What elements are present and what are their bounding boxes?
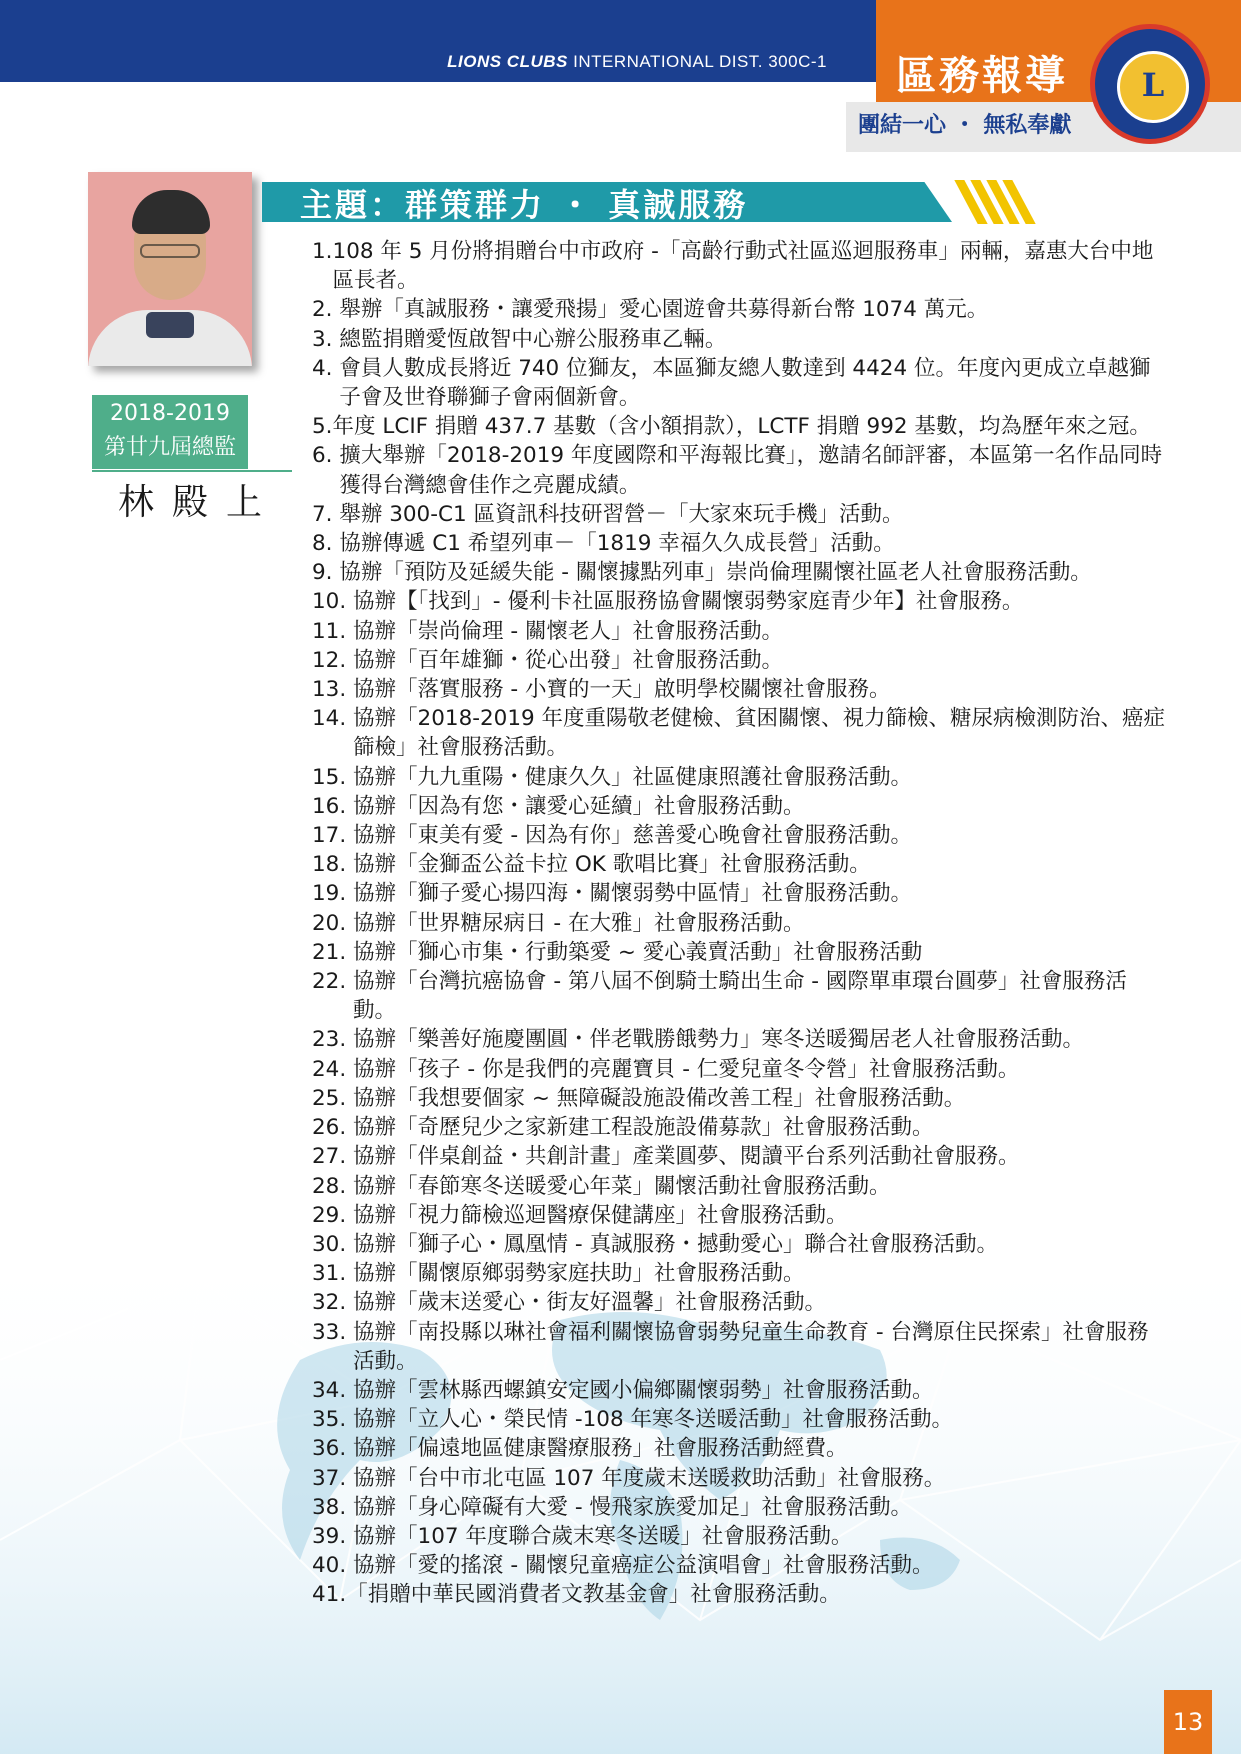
item-number: 13. (312, 677, 354, 703)
list-item (312, 763, 1168, 792)
item-text: 舉辦「真誠服務・讓愛飛揚」愛心園遊會共募得新台幣 1074 萬元。 (339, 297, 989, 323)
portrait-bowtie (146, 312, 194, 338)
leader-name: 林殿上 (118, 482, 281, 523)
item-text: 協辦「關懷原鄉弱勢家庭扶助」社會服務活動。 (353, 1261, 805, 1287)
item-number: 24. (312, 1056, 354, 1082)
list-item (312, 1172, 1168, 1201)
item-text: 108 年 5 月份將捐贈台中市政府 -「高齡行動式社區巡迴服務車」兩輛，嘉惠大台中地區長者。 (332, 239, 1154, 294)
item-text: 協辦「百年雄獅・從心出發」社會服務活動。 (353, 647, 784, 673)
item-number: 7. (312, 501, 340, 527)
item-text: 協辦「2018-2019 年度重陽敬老健檢、貧困關懷、視力篩檢、糖尿病檢測防治、癌症篩檢」社會服務活動。 (353, 706, 1166, 761)
list-item (312, 412, 1168, 441)
item-text: 協辦【「找到」- 優利卡社區服務協會關懷弱勢家庭青少年】社會服務。 (353, 589, 1024, 615)
item-text: 舉辦 300-C1 區資訊科技研習營－「大家來玩手機」活動。 (339, 501, 904, 527)
item-text: 協辦「我想要個家 ~ 無障礙設施設備改善工程」社會服務活動。 (353, 1085, 966, 1111)
item-number: 8. (312, 531, 340, 557)
list-item (312, 1551, 1168, 1580)
item-number: 34. (312, 1377, 354, 1403)
item-text: 協辦「107 年度聯合歲末寒冬送暖」社會服務活動。 (353, 1523, 853, 1549)
list-item (312, 704, 1168, 762)
district-name: INTERNATIONAL DIST. 300C-1 (567, 52, 827, 71)
item-number: 30. (312, 1231, 354, 1257)
item-number: 6. (312, 443, 340, 469)
item-number: 19. (312, 881, 354, 907)
list-item (312, 1113, 1168, 1142)
item-text: 協辦「愛的搖滾 - 關懷兒童癌症公益演唱會」社會服務活動。 (353, 1553, 934, 1579)
item-number: 41. (312, 1582, 347, 1608)
item-number: 28. (312, 1173, 354, 1199)
item-text: 年度 LCIF 捐贈 437.7 基數（含小額捐款），LCTF 捐贈 992 基數，均為歷年來之冠。 (332, 414, 1151, 440)
list-item (312, 646, 1168, 675)
list-item (312, 1580, 1168, 1609)
item-text: 協辦「九九重陽・健康久久」社區健康照護社會服務活動。 (353, 764, 913, 790)
list-item (312, 441, 1168, 499)
item-number: 22. (312, 969, 354, 995)
theme-title: 主題：群策群力 ・ 真誠服務 (300, 186, 749, 224)
item-text: 總監捐贈愛恆啟智中心辦公服務車乙輛。 (339, 326, 727, 352)
item-number: 20. (312, 910, 354, 936)
item-text: 協辦「預防及延緩失能 - 關懷據點列車」崇尚倫理關懷社區老人社會服務活動。 (339, 560, 1092, 586)
item-number: 14. (312, 706, 354, 732)
item-text: 協辦「獅子愛心揚四海・關懷弱勢中區情」社會服務活動。 (353, 881, 913, 907)
item-text: 協辦「落實服務 - 小寶的一天」啟明學校關懷社會服務。 (353, 677, 891, 703)
item-number: 29. (312, 1202, 354, 1228)
item-number: 35. (312, 1407, 354, 1433)
list-item (312, 967, 1168, 1025)
list-item (312, 1522, 1168, 1551)
item-text: 協辦「因為有您・讓愛心延續」社會服務活動。 (353, 793, 805, 819)
item-number: 1. (312, 239, 333, 264)
item-text: 協辦「崇尚倫理 - 關懷老人」社會服務活動。 (353, 618, 783, 644)
item-number: 11. (312, 618, 354, 644)
item-text: 「捐贈中華民國消費者文教基金會」社會服務活動。 (346, 1582, 841, 1608)
item-number: 31. (312, 1261, 354, 1287)
list-item (312, 909, 1168, 938)
term-title: 第廿九屆總監 (103, 435, 236, 460)
item-text: 協辦「偏遠地區健康醫療服務」社會服務活動經費。 (353, 1436, 848, 1462)
list-item (312, 675, 1168, 704)
item-number: 23. (312, 1027, 354, 1053)
section-title: 區務報導 (896, 53, 1068, 99)
item-text: 協辦「南投縣以琳社會福利關懷協會弱勢兒童生命教育 - 台灣原住民探索」社會服務活動。 (353, 1319, 1149, 1374)
item-text: 協辦「東美有愛 - 因為有你」慈善愛心晚會社會服務活動。 (353, 823, 912, 849)
item-number: 36. (312, 1436, 354, 1462)
list-item (312, 1288, 1168, 1317)
item-text: 協辦「歲末送愛心・街友好溫馨」社會服務活動。 (353, 1290, 827, 1316)
item-text: 協辦「金獅盃公益卡拉 OK 歌唱比賽」社會服務活動。 (353, 852, 871, 878)
item-text: 協辦傳遞 C1 希望列車－「1819 幸福久久成長營」活動。 (339, 531, 895, 557)
item-number: 32. (312, 1290, 354, 1316)
term-badge (92, 395, 248, 469)
list-item (312, 1230, 1168, 1259)
item-number: 5. (312, 414, 333, 440)
item-text: 協辦「獅心市集・行動築愛 ~ 愛心義賣活動」社會服務活動 (353, 939, 923, 965)
logo-letter: L (1141, 66, 1165, 104)
list-item (312, 529, 1168, 558)
item-number: 17. (312, 823, 354, 849)
publication-name (447, 52, 827, 72)
list-item (312, 500, 1168, 529)
item-text: 協辦「身心障礙有大愛 - 慢飛家族愛加足」社會服務活動。 (353, 1494, 912, 1520)
item-text: 協辦「樂善好施慶團圓・伴老戰勝餓勢力」寒冬送暖獨居老人社會服務活動。 (353, 1027, 1085, 1053)
divider (92, 470, 292, 472)
item-number: 27. (312, 1144, 354, 1170)
list-item (312, 1376, 1168, 1405)
item-text: 協辦「台中市北屯區 107 年度歲末送暖救助活動」社會服務。 (353, 1465, 946, 1491)
list-item (312, 1434, 1168, 1463)
list-item (312, 1025, 1168, 1054)
list-item (312, 792, 1168, 821)
list-item (312, 1142, 1168, 1171)
item-number: 33. (312, 1319, 354, 1345)
item-number: 38. (312, 1494, 354, 1520)
item-number: 37. (312, 1465, 354, 1491)
item-text: 協辦「伴桌創益・共創計畫」產業圓夢、閱讀平台系列活動社會服務。 (353, 1144, 1020, 1170)
list-item (312, 879, 1168, 908)
item-text: 會員人數成長將近 740 位獅友，本區獅友總人數達到 4424 位。年度內更成立卓越獅子會及世脊聯獅子會兩個新會。 (339, 355, 1151, 411)
list-item (312, 617, 1168, 646)
item-number: 15. (312, 764, 354, 790)
list-item (312, 1464, 1168, 1493)
list-item (312, 295, 1168, 324)
item-number: 39. (312, 1523, 354, 1549)
list-item (312, 821, 1168, 850)
item-text: 協辦「立人心・榮民情 -108 年寒冬送暖活動」社會服務活動。 (353, 1407, 953, 1433)
item-text: 協辦「奇歷兒少之家新建工程設施設備募款」社會服務活動。 (353, 1115, 934, 1141)
page-number: 13 (1164, 1690, 1212, 1754)
item-number: 18. (312, 852, 354, 878)
item-number: 16. (312, 793, 354, 819)
list-item (312, 587, 1168, 616)
item-number: 25. (312, 1085, 354, 1111)
list-item (312, 938, 1168, 967)
item-number: 2. (312, 297, 340, 323)
list-item (312, 1055, 1168, 1084)
list-item (312, 1084, 1168, 1113)
item-number: 12. (312, 647, 354, 673)
lions-district-logo (1090, 24, 1210, 144)
list-item (312, 237, 1168, 295)
list-item (312, 354, 1168, 412)
term-years: 2018-2019 (110, 401, 230, 426)
list-item (312, 325, 1168, 354)
brand-name: LIONS CLUBS (447, 52, 568, 71)
item-number: 9. (312, 560, 340, 586)
item-text: 協辦「獅子心・鳳凰情 - 真誠服務・撼動愛心」聯合社會服務活動。 (353, 1231, 998, 1257)
list-item (312, 1318, 1168, 1376)
item-text: 協辦「春節寒冬送暖愛心年菜」關懷活動社會服務活動。 (353, 1173, 891, 1199)
portrait-hair (132, 190, 210, 234)
list-item (312, 1493, 1168, 1522)
item-number: 3. (312, 326, 340, 352)
item-number: 40. (312, 1553, 354, 1579)
list-item (312, 1201, 1168, 1230)
item-text: 擴大舉辦「2018-2019 年度國際和平海報比賽」，邀請名師評審，本區第一名作品同時獲得台灣總會佳作之亮麗成績。 (339, 443, 1163, 498)
list-item (312, 1405, 1168, 1434)
item-text: 協辦「世界糖尿病日 - 在大雅」社會服務活動。 (353, 910, 805, 936)
item-number: 10. (312, 589, 354, 615)
list-item (312, 558, 1168, 587)
list-item (312, 1259, 1168, 1288)
item-text: 協辦「孩子 - 你是我們的亮麗寶貝 - 仁愛兒童冬令營」社會服務活動。 (353, 1056, 1020, 1082)
item-number: 26. (312, 1115, 354, 1141)
item-number: 21. (312, 939, 354, 965)
list-item (312, 850, 1168, 879)
item-text: 協辦「視力篩檢巡迴醫療保健講座」社會服務活動。 (353, 1202, 848, 1228)
item-text: 協辦「台灣抗癌協會 - 第八屆不倒騎士騎出生命 - 國際單車環台圓夢」社會服務活動。 (353, 969, 1127, 1024)
slogan: 團結一心 ・ 無私奉獻 (858, 113, 1072, 138)
achievement-list (312, 237, 1168, 1610)
item-number: 4. (312, 355, 340, 381)
item-text: 協辦「雲林縣西螺鎮安定國小偏鄉關懷弱勢」社會服務活動。 (353, 1377, 934, 1403)
portrait-glasses (140, 244, 200, 258)
logo-emblem (1117, 51, 1189, 123)
leader-portrait (88, 172, 252, 366)
